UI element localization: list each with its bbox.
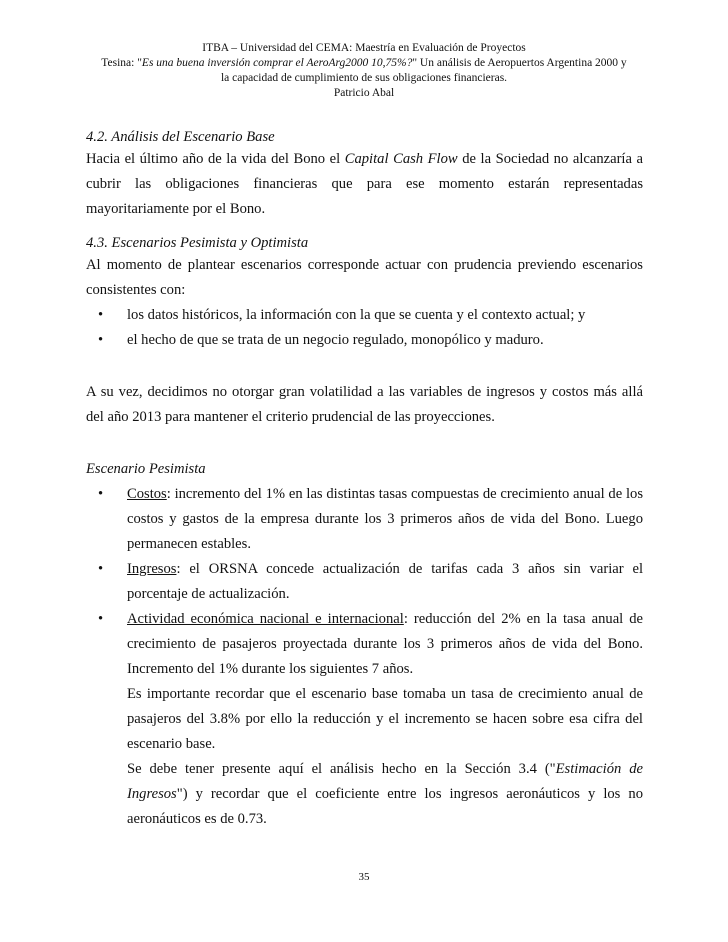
- section-4-2-text-a: Hacia el último año de la vida del Bono el: [86, 151, 345, 167]
- list-item-actividad: [86, 607, 643, 832]
- pessimistic-scenario-title: Escenario Pesimista: [86, 461, 206, 477]
- list-item-costos: [86, 482, 643, 557]
- header-thesis-title: [0, 56, 728, 71]
- bullet-icon: •: [98, 486, 104, 502]
- bullet-icon: •: [98, 332, 104, 348]
- page-body: [86, 128, 643, 832]
- actividad-text: : reducción del 2% en la tasa anual de crecimiento de pasajeros proyectada durante los 3 primeros años de vida del Bono. Incremento del 1% durante los siguientes 7 años.: [127, 611, 643, 677]
- bullet-icon: •: [98, 561, 104, 577]
- list-item: [86, 328, 643, 353]
- header-thesis-suffix: " Un análisis de Aeropuertos Argentina 2000 y: [412, 57, 627, 69]
- actividad-paragraph-3: [127, 757, 643, 832]
- actividad-p3-text-a: Se debe tener presente aquí el análisis hecho en la Sección 3.4 (": [127, 761, 556, 777]
- actividad-paragraph-2: Es importante recordar que el escenario base tomaba un tasa de crecimiento anual de pasajeros del 3.8% por ello la reducción y el incremento se hacen sobre esa cifra del escenario base.: [127, 686, 643, 752]
- page-number: 35: [358, 871, 370, 883]
- actividad-label: Actividad económica nacional e internacional: [127, 611, 404, 627]
- scenario-criteria-list: [86, 303, 643, 353]
- list-item-ingresos: [86, 557, 643, 607]
- list-item-text: los datos históricos, la información con la que se cuenta y el contexto actual; y: [127, 307, 586, 323]
- costos-label: Costos: [127, 486, 167, 502]
- bullet-icon: •: [98, 307, 104, 323]
- actividad-p3-text-b: ") y recordar que el coeficiente entre los ingresos aeronáuticos y los no aeronáuticos es de 0.73.: [127, 786, 643, 827]
- ingresos-text: : el ORSNA concede actualización de tarifas cada 3 años sin variar el porcentaje de actualización.: [127, 561, 643, 602]
- header-thesis-prefix: Tesina: ": [101, 57, 142, 69]
- section-4-2-paragraph: [86, 147, 643, 222]
- section-4-3-title: 4.3. Escenarios Pesimista y Optimista: [86, 235, 309, 251]
- header-thesis-question: Es una buena inversión comprar el AeroArg2000 10,75%?: [141, 57, 413, 69]
- list-item: [86, 303, 643, 328]
- section-4-2-text-b: de la Sociedad no alcanzaría a cubrir las obligaciones financieras que para ese momento estarán representadas mayoritariamente por el Bono.: [86, 151, 644, 217]
- ingresos-label: Ingresos: [127, 561, 177, 577]
- bullet-icon: •: [98, 611, 104, 627]
- section-4-3-intro: Al momento de plantear escenarios corresponde actuar con prudencia previendo escenarios consistentes con:: [86, 257, 643, 298]
- section-4-3-paragraph-2: A su vez, decidimos no otorgar gran volatilidad a las variables de ingresos y costos más allá del año 2013 para mantener el criterio prudencial de las proyecciones.: [86, 384, 643, 425]
- header-thesis-subtitle: la capacidad de cumplimiento de sus obligaciones financieras.: [220, 72, 508, 84]
- estimacion-ingresos-ref: Estimación de Ingresos: [127, 761, 643, 802]
- costos-text: : incremento del 1% en las distintas tasas compuestas de crecimiento anual de los costos y gastos de la empresa durante los 3 primeros años de vida del Bono. Luego permanecen estables.: [127, 486, 643, 552]
- capital-cash-flow-term: Capital Cash Flow: [344, 151, 458, 167]
- section-4-2-title: 4.2. Análisis del Escenario Base: [86, 129, 275, 145]
- list-item-text: el hecho de que se trata de un negocio regulado, monopólico y maduro.: [127, 332, 544, 348]
- page-header: [0, 41, 728, 101]
- header-institution: ITBA – Universidad del CEMA: Maestría en Evaluación de Proyectos: [202, 42, 526, 54]
- pessimistic-scenario-list: [86, 482, 643, 832]
- header-author: Patricio Abal: [333, 87, 395, 99]
